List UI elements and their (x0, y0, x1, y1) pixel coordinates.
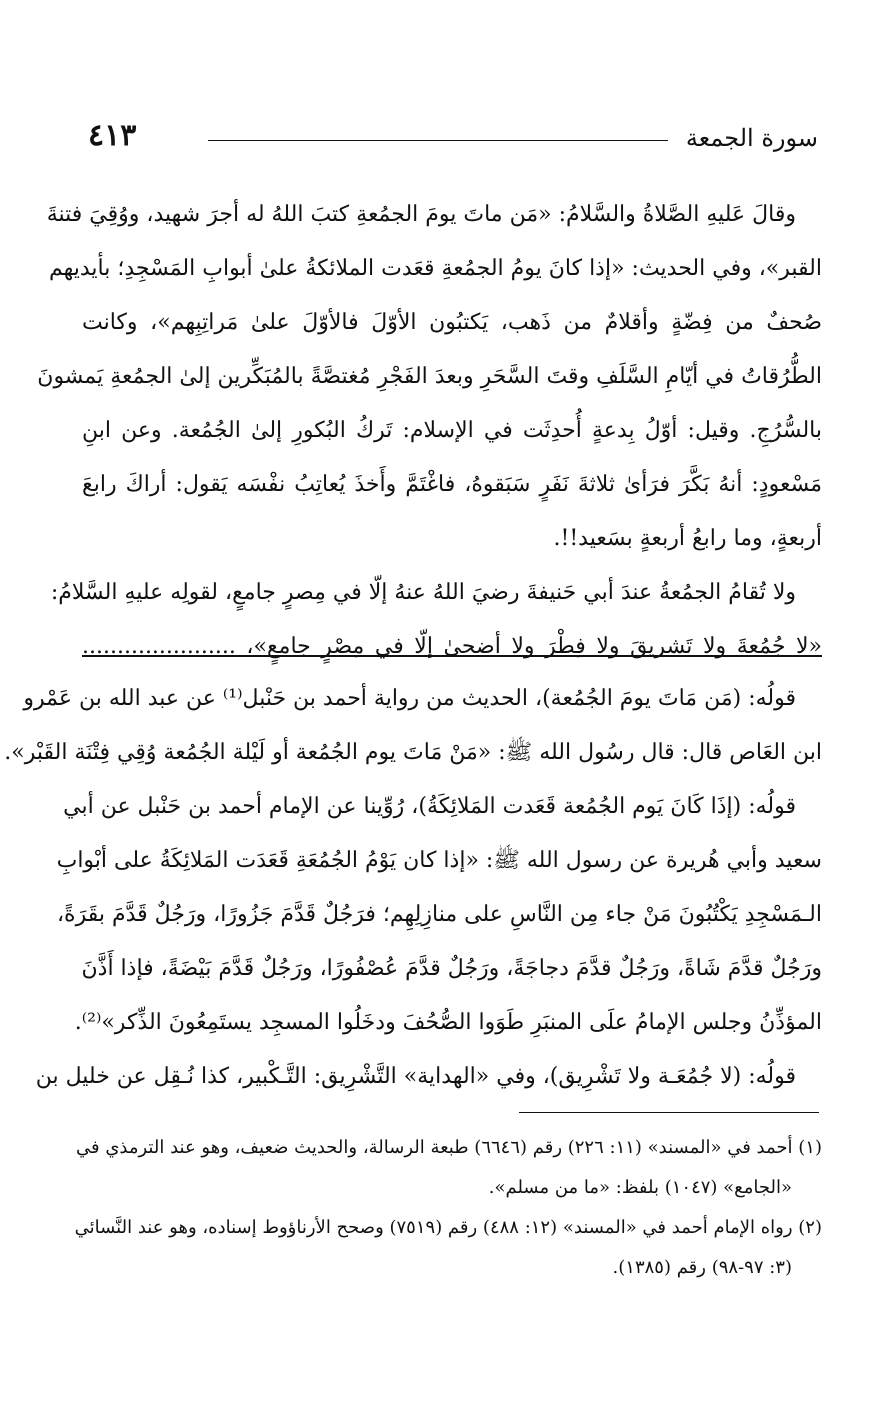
main-line: ولا تُقامُ الجمُعةُ عندَ أبي حَنيفةَ رضيَ اللهُ عنهُ إلّا في مِصرٍ جامعٍ، لقولِه عليهِ السَّلامُ: (50, 580, 796, 605)
footnote-line: (٣: ٩٧-٩٨) رقم (١٣٨٥). (612, 1257, 792, 1278)
commentary-line: سعيد وأبي هُريرة عن رسول الله ﷺ: «إذا كان يَوْمُ الجُمُعَةِ قَعَدَت المَلائِكَةُ على أبْوابِ (56, 848, 822, 873)
main-line: بالسُّرُجِ. وقيل: أوّلُ بِدعةٍ أُحدِثَت في الإسلام: تَركُ البُكورِ إلىٰ الجُمُعة. وعن ابنِ (82, 418, 822, 443)
footnote-line: (١) أحمد في «المسند» (١١: ٢٢٦) رقم (٦٦٤٦) طبعة الرسالة، والحديث ضعيف، وهو عند الترمذي في (75, 1137, 822, 1158)
commentary-line: ابن العَاص قال: قال رسُول الله ﷺ: «مَنْ مَاتَ يوم الجُمُعة أو لَيْلة الجُمُعة وُقِي فِتْنَة القَبْر». (4, 740, 822, 765)
main-line: صُحفٌ من فِضّةٍ وأقلامٌ من ذَهب، يَكتبُون الأوّلَ فالأوّلَ علىٰ مَراتِبِهم»، وكانت (82, 310, 822, 335)
header-rule (208, 140, 668, 141)
commentary-line: قولُه: (إذَا كَانَ يَوم الجُمُعة قَعَدت المَلائِكَةُ)، رُوِّينا عن الإمام أحمد بن حَنْبل عن أبي (63, 794, 796, 819)
main-text (37, 188, 822, 674)
main-line: وقالَ عَليهِ الصَّلاةُ والسَّلامُ: «مَن ماتَ يومَ الجمُعةِ كتبَ اللهُ له أجرَ شهيد، ووُقِيَ فتنةَ (46, 202, 796, 227)
footnote-line: (٢) رواه الإمام أحمد في «المسند» (١٢: ٤٨٨) رقم (٧٥١٩) وصحح الأرناؤوط إسناده، وهو عند النَّسائي (74, 1217, 822, 1238)
main-line: أربعةٍ، وما رابعُ أربعةٍ بسَعيد!!. (553, 526, 822, 551)
section-divider (82, 655, 822, 657)
surah-title: سورة الجمعة (685, 124, 818, 152)
page-header (88, 118, 818, 164)
commentary-line: قولُه: (مَن مَاتَ يومَ الجُمُعة)، الحديث من رواية أحمد بن حَنْبل⁽¹⁾ عن عبد الله بن عَمْرو (23, 686, 796, 711)
footnote-divider (519, 1112, 819, 1113)
main-line: الطُّرُقاتُ في أيّامِ السَّلَفِ وقتَ السَّحَرِ وبعدَ الفَجْرِ مُغتصَّةً بالمُبَكِّرين إلىٰ الجمُعةِ يَمشونَ (37, 364, 822, 389)
main-line: مَسْعودٍ: أنهُ بَكَّرَ فرَأىٰ ثلاثةَ نَفَرٍ سَبَقوهُ، فاغْتَمَّ وأَخذَ يُعاتِبُ نفْسَه يَقول: أراكَ رابعَ (82, 472, 822, 497)
main-line: «لا جُمُعةَ ولا تَشريقَ ولا فِطْرَ ولا أضحىٰ إلّا في مِصْرٍ جامعٍ»، ...................... (82, 634, 822, 659)
commentary-line: المؤذِّنُ وجلس الإمامُ علَى المنبَرِ طَوَوا الصُّحُفَ ودخَلُوا المسجِد يستَمِعُونَ الذِّكر»⁽²⁾. (74, 1010, 822, 1035)
commentary-text (4, 672, 822, 1104)
page-number: ٤١٣ (88, 118, 137, 153)
footnote-line: «الجامع» (١٠٤٧) بلفظ: «ما من مسلم». (488, 1177, 792, 1198)
commentary-line: الـمَسْجِدِ يَكْتُبُونَ مَنْ جاء مِن النَّاسِ على منازِلِهِم؛ فرَجُلٌ قَدَّمَ جَزُورًا، ورَجُلٌ قَدَّمَ بقَرَةً، (56, 902, 822, 927)
footnotes (74, 1128, 822, 1288)
commentary-line: ورَجُلٌ قدَّمَ شَاةً، ورَجُلٌ قدَّمَ دجاجَةً، ورَجُلٌ قدَّمَ عُصْفُورًا، ورَجُلٌ قَدَّمَ بَيْضَةً، فإذا أَذَّنَ (81, 956, 822, 981)
commentary-line: قولُه: (لا جُمُعَـة ولا تَشْرِيق)، وفي «الهداية» التَّشْرِيق: التَّـكْبير، كذا نُـقِل عن خليل بن (35, 1064, 796, 1089)
main-line: القبر»، وفي الحديث: «إذا كانَ يومُ الجمُعةِ قعَدت الملائكةُ علىٰ أبوابِ المَسْجِدِ؛ بأيديهم (48, 256, 822, 281)
